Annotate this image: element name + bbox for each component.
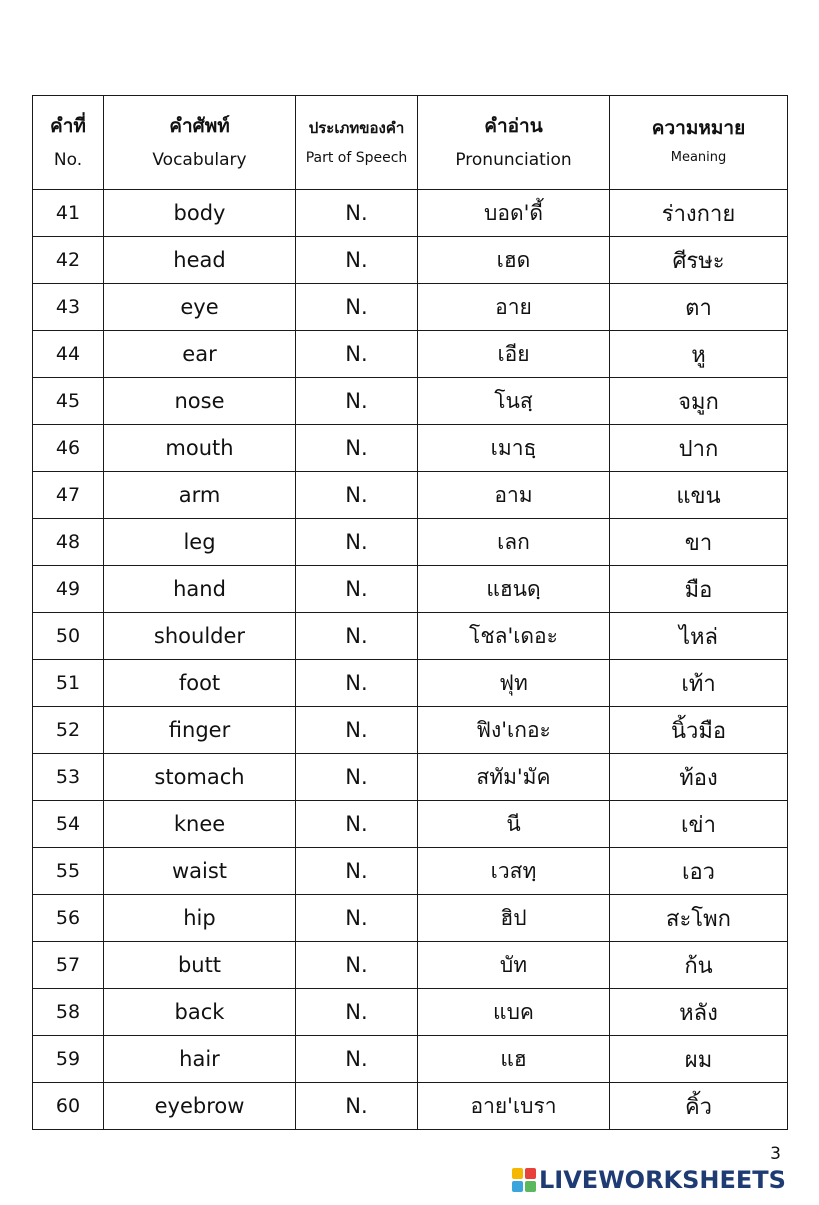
pronunciation-cell: อาย (418, 284, 610, 331)
header-pronunciation-english: Pronunciation (455, 149, 572, 170)
table-row (33, 519, 788, 566)
header-vocabulary-english: Vocabulary (152, 149, 247, 170)
table-row (33, 566, 788, 613)
row-number-cell: 41 (33, 190, 104, 237)
row-number-cell: 52 (33, 707, 104, 754)
vocabulary-word-cell: hand (104, 566, 296, 613)
pronunciation-cell: เอีย (418, 331, 610, 378)
meaning-cell: ร่างกาย (610, 190, 788, 237)
vocabulary-word-cell: leg (104, 519, 296, 566)
table-row (33, 1036, 788, 1083)
row-number-cell: 53 (33, 754, 104, 801)
meaning-cell: ตา (610, 284, 788, 331)
vocabulary-table (32, 95, 788, 1130)
table-row (33, 707, 788, 754)
table-row (33, 660, 788, 707)
table-row (33, 472, 788, 519)
header-vocabulary-thai: คำศัพท์ (169, 114, 230, 137)
pronunciation-cell: บอด'ดี้ (418, 190, 610, 237)
row-number-cell: 59 (33, 1036, 104, 1083)
meaning-cell: หู (610, 331, 788, 378)
row-number-cell: 50 (33, 613, 104, 660)
part-of-speech-cell: N. (296, 942, 418, 989)
pronunciation-cell: เลก (418, 519, 610, 566)
logo-square (525, 1181, 536, 1192)
header-pronunciation (418, 96, 610, 190)
header-meaning-thai: ความหมาย (651, 116, 746, 139)
part-of-speech-cell: N. (296, 331, 418, 378)
row-number-cell: 48 (33, 519, 104, 566)
part-of-speech-cell: N. (296, 378, 418, 425)
table-row (33, 895, 788, 942)
liveworksheets-icon (512, 1168, 536, 1192)
row-number-cell: 58 (33, 989, 104, 1036)
header-meaning-english: Meaning (670, 149, 727, 165)
pronunciation-cell: ฮิป (418, 895, 610, 942)
table-row (33, 237, 788, 284)
header-part-of-speech-english: Part of Speech (305, 149, 408, 166)
meaning-cell: ไหล่ (610, 613, 788, 660)
row-number-cell: 54 (33, 801, 104, 848)
row-number-cell: 42 (33, 237, 104, 284)
meaning-cell: คิ้ว (610, 1083, 788, 1130)
header-no (33, 96, 104, 190)
pronunciation-cell: เฮด (418, 237, 610, 284)
part-of-speech-cell: N. (296, 472, 418, 519)
vocabulary-word-cell: mouth (104, 425, 296, 472)
table-row (33, 942, 788, 989)
row-number-cell: 56 (33, 895, 104, 942)
pronunciation-cell: แฮนดฺ (418, 566, 610, 613)
table-row (33, 613, 788, 660)
meaning-cell: สะโพก (610, 895, 788, 942)
meaning-cell: ขา (610, 519, 788, 566)
pronunciation-cell: เมาธฺ (418, 425, 610, 472)
meaning-cell: ปาก (610, 425, 788, 472)
vocabulary-word-cell: hip (104, 895, 296, 942)
vocabulary-word-cell: stomach (104, 754, 296, 801)
pronunciation-cell: อาย'เบรา (418, 1083, 610, 1130)
logo-square (512, 1168, 523, 1179)
pronunciation-cell: เวสทฺ (418, 848, 610, 895)
part-of-speech-cell: N. (296, 754, 418, 801)
part-of-speech-cell: N. (296, 1036, 418, 1083)
table-row (33, 754, 788, 801)
row-number-cell: 43 (33, 284, 104, 331)
part-of-speech-cell: N. (296, 237, 418, 284)
table-row (33, 378, 788, 425)
part-of-speech-cell: N. (296, 284, 418, 331)
meaning-cell: หลัง (610, 989, 788, 1036)
pronunciation-cell: อาม (418, 472, 610, 519)
vocabulary-word-cell: butt (104, 942, 296, 989)
part-of-speech-cell: N. (296, 1083, 418, 1130)
row-number-cell: 51 (33, 660, 104, 707)
header-pronunciation-thai: คำอ่าน (484, 114, 543, 137)
table-row (33, 331, 788, 378)
table-row (33, 848, 788, 895)
part-of-speech-cell: N. (296, 566, 418, 613)
row-number-cell: 46 (33, 425, 104, 472)
pronunciation-cell: ฟุท (418, 660, 610, 707)
vocabulary-word-cell: hair (104, 1036, 296, 1083)
part-of-speech-cell: N. (296, 989, 418, 1036)
meaning-cell: ท้อง (610, 754, 788, 801)
part-of-speech-cell: N. (296, 707, 418, 754)
part-of-speech-cell: N. (296, 848, 418, 895)
header-vocabulary (104, 96, 296, 190)
row-number-cell: 49 (33, 566, 104, 613)
pronunciation-cell: โชล'เดอะ (418, 613, 610, 660)
meaning-cell: แขน (610, 472, 788, 519)
pronunciation-cell: แฮ (418, 1036, 610, 1083)
vocabulary-word-cell: eye (104, 284, 296, 331)
table-row (33, 1083, 788, 1130)
page-number: 3 (770, 1144, 781, 1164)
table-row (33, 801, 788, 848)
part-of-speech-cell: N. (296, 425, 418, 472)
logo-square (525, 1168, 536, 1179)
row-number-cell: 44 (33, 331, 104, 378)
vocabulary-word-cell: ear (104, 331, 296, 378)
header-meaning (610, 96, 788, 190)
pronunciation-cell: ฟิง'เกอะ (418, 707, 610, 754)
table-row (33, 425, 788, 472)
header-part-of-speech (296, 96, 418, 190)
part-of-speech-cell: N. (296, 190, 418, 237)
row-number-cell: 60 (33, 1083, 104, 1130)
meaning-cell: ศีรษะ (610, 237, 788, 284)
row-number-cell: 45 (33, 378, 104, 425)
table-row (33, 284, 788, 331)
liveworksheets-logo-text: LIVEWORKSHEETS (539, 1166, 786, 1194)
row-number-cell: 57 (33, 942, 104, 989)
meaning-cell: เอว (610, 848, 788, 895)
pronunciation-cell: นี (418, 801, 610, 848)
part-of-speech-cell: N. (296, 519, 418, 566)
row-number-cell: 55 (33, 848, 104, 895)
vocabulary-word-cell: nose (104, 378, 296, 425)
header-no-english: No. (53, 149, 83, 170)
vocabulary-word-cell: shoulder (104, 613, 296, 660)
logo-square (512, 1181, 523, 1192)
pronunciation-cell: แบค (418, 989, 610, 1036)
meaning-cell: มือ (610, 566, 788, 613)
vocabulary-word-cell: back (104, 989, 296, 1036)
row-number-cell: 47 (33, 472, 104, 519)
vocabulary-word-cell: arm (104, 472, 296, 519)
table-row (33, 989, 788, 1036)
table-row (33, 190, 788, 237)
meaning-cell: นิ้วมือ (610, 707, 788, 754)
table-header-row (33, 96, 788, 190)
vocabulary-word-cell: foot (104, 660, 296, 707)
part-of-speech-cell: N. (296, 613, 418, 660)
meaning-cell: เท้า (610, 660, 788, 707)
liveworksheets-logo (512, 1165, 786, 1195)
vocabulary-table-body (33, 190, 788, 1130)
pronunciation-cell: โนสฺ (418, 378, 610, 425)
pronunciation-cell: สทัม'มัค (418, 754, 610, 801)
vocabulary-word-cell: finger (104, 707, 296, 754)
part-of-speech-cell: N. (296, 801, 418, 848)
part-of-speech-cell: N. (296, 895, 418, 942)
part-of-speech-cell: N. (296, 660, 418, 707)
vocabulary-word-cell: body (104, 190, 296, 237)
header-no-thai: คำที่ (50, 114, 86, 137)
pronunciation-cell: บัท (418, 942, 610, 989)
vocabulary-word-cell: eyebrow (104, 1083, 296, 1130)
meaning-cell: ผม (610, 1036, 788, 1083)
meaning-cell: เข่า (610, 801, 788, 848)
header-part-of-speech-thai: ประเภทของคำ (308, 118, 405, 137)
meaning-cell: จมูก (610, 378, 788, 425)
meaning-cell: ก้น (610, 942, 788, 989)
vocabulary-word-cell: knee (104, 801, 296, 848)
vocabulary-word-cell: waist (104, 848, 296, 895)
vocabulary-word-cell: head (104, 237, 296, 284)
